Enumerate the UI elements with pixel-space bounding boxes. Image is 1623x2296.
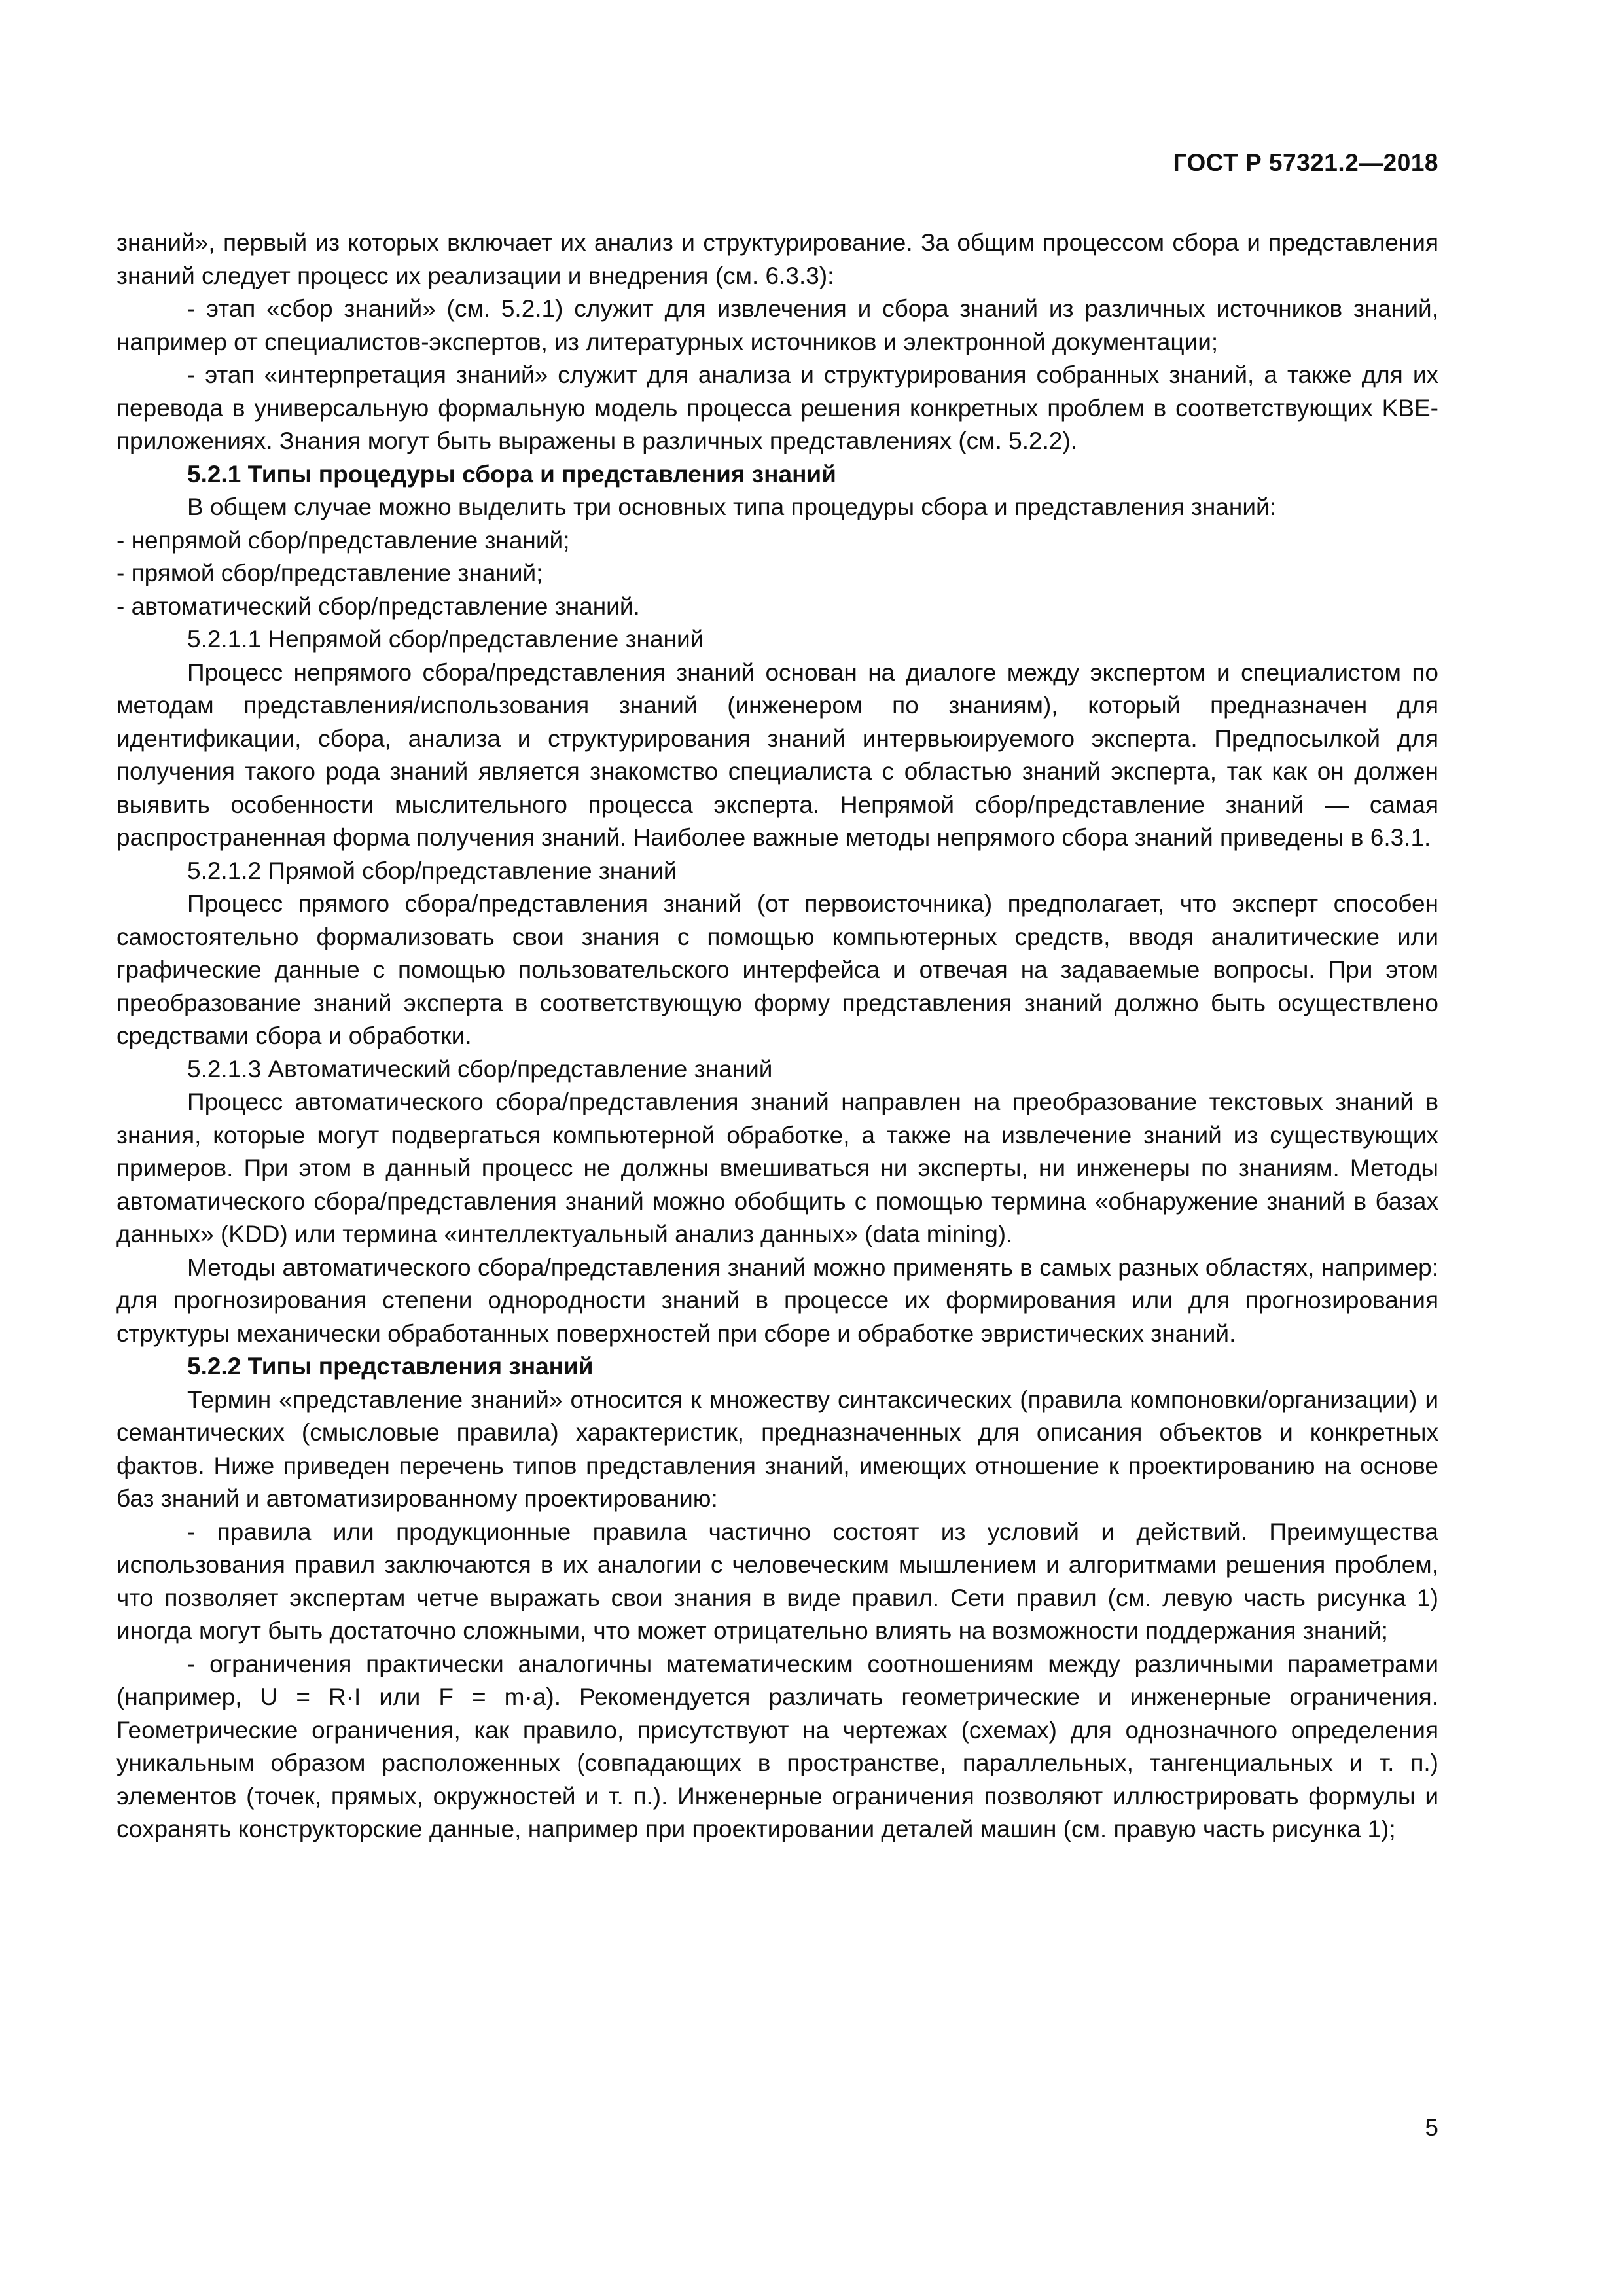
paragraph: Методы автоматического сбора/представления знаний можно применять в самых разных областях, например: для прогнозирования степени однородности знаний в процессе их формирования или для прогнозирования структуры механически обработанных поверхностей при сборе и обработке эвристических знаний. [116, 1253, 1438, 1347]
list-item: - прямой сбор/представление знаний; [116, 560, 543, 586]
page-body [116, 226, 1438, 1846]
list-item: - автоматический сбор/представление знаний. [116, 592, 640, 620]
subsection-heading-5-2-1-1: 5.2.1.1 Непрямой сбор/представление знаний [187, 626, 704, 653]
paragraph: Термин «представление знаний» относится к множеству синтаксических (правила компоновки/организации) и семантических (смысловые правила) характеристик, предназначенных для описания объектов и конкретных фактов. Ниже приведен перечень типов представления знаний, имеющих отношение к проектированию на основе баз знаний и автоматизированному проектированию: [116, 1386, 1438, 1512]
list-item: - непрямой сбор/представление знаний; [116, 526, 570, 554]
list-item: - этап «сбор знаний» (см. 5.2.1) служит для извлечения и сбора знаний из различных источников знаний, например от специалистов-экспертов, из литературных источников и электронной документации; [116, 295, 1438, 355]
paragraph: В общем случае можно выделить три основных типа процедуры сбора и представления знаний: [187, 493, 1276, 520]
document-code: ГОСТ Р 57321.2—2018 [1173, 149, 1438, 176]
section-heading-5-2-1: 5.2.1 Типы процедуры сбора и представления знаний [187, 460, 836, 488]
paragraph: Процесс автоматического сбора/представления знаний направлен на преобразование текстовых знаний в знания, которые могут подвергаться компьютерной обработке, а также на извлечение знаний из существующих примеров. При этом в данный процесс не должны вмешиваться ни эксперты, ни инженеры по знаниям. Методы автоматического сбора/представления знаний можно обобщить с помощью термина «обнаружение знаний в базах данных» (KDD) или термина «интеллектуальный анализ данных» (data mining). [116, 1088, 1438, 1247]
paragraph: Процесс прямого сбора/представления знаний (от первоисточника) предполагает, что эксперт способен самостоятельно формализовать свои знания с помощью компьютерных средств, вводя аналитические или графические данные с помощью пользовательского интерфейса и отвечая на задаваемые вопросы. При этом преобразование знаний эксперта в соответствующую форму представления знаний должно быть осуществлено средствами сбора и обработки. [116, 890, 1438, 1049]
paragraph: Процесс непрямого сбора/представления знаний основан на диалоге между экспертом и специалистом по методам представления/использования знаний (инженером по знаниям), который предназначен для идентификации, сбора, анализа и структурирования знаний интервьюируемого эксперта. Предпосылкой для получения такого рода знаний является знакомство специалиста с областью знаний эксперта, так как он должен выявить особенности мыслительного процесса эксперта. Непрямой сбор/представление знаний — самая распространенная форма получения знаний. Наиболее важные методы непрямого сбора знаний приведены в 6.3.1. [116, 658, 1438, 851]
page-number: 5 [1425, 2114, 1438, 2141]
subsection-heading-5-2-1-3: 5.2.1.3 Автоматический сбор/представление знаний [187, 1055, 773, 1083]
subsection-heading-5-2-1-2: 5.2.1.2 Прямой сбор/представление знаний [187, 857, 677, 884]
section-heading-5-2-2: 5.2.2 Типы представления знаний [187, 1353, 594, 1380]
paragraph: знаний», первый из которых включает их анализ и структурирование. За общим процессом сбора и представления знаний следует процесс их реализации и внедрения (см. 6.3.3): [116, 229, 1438, 289]
list-item: - этап «интерпретация знаний» служит для анализа и структурирования собранных знаний, а также для их перевода в универсальную формальную модель процесса решения конкретных проблем в соответствующих KBE-приложениях. Знания могут быть выражены в различных представлениях (см. 5.2.2). [116, 361, 1438, 454]
list-item: - правила или продукционные правила частично состоят из условий и действий. Преимущества использования правил заключаются в их аналогии с человеческим мышлением и алгоритмами решения проблем, что позволяет экспертам четче выражать свои знания в виде правил. Сети правил (см. левую часть рисунка 1) иногда могут быть достаточно сложными, что может отрицательно влиять на возможности поддержания знаний; [116, 1518, 1438, 1644]
list-item: - ограничения практически аналогичны математическим соотношениям между различными параметрами (например, U = R·I или F = m·a). Рекомендуется различать геометрические и инженерные ограничения. Геометрические ограничения, как правило, присутствуют на чертежах (схемах) для однозначного определения уникальным образом расположенных (совпадающих в пространстве, параллельных, тангенциальных и т. п.) элементов (точек, прямых, окружностей и т. п.). Инженерные ограничения позволяют иллюстрировать формулы и сохранять конструкторские данные, например при проектировании деталей машин (см. правую часть рисунка 1); [116, 1650, 1438, 1842]
